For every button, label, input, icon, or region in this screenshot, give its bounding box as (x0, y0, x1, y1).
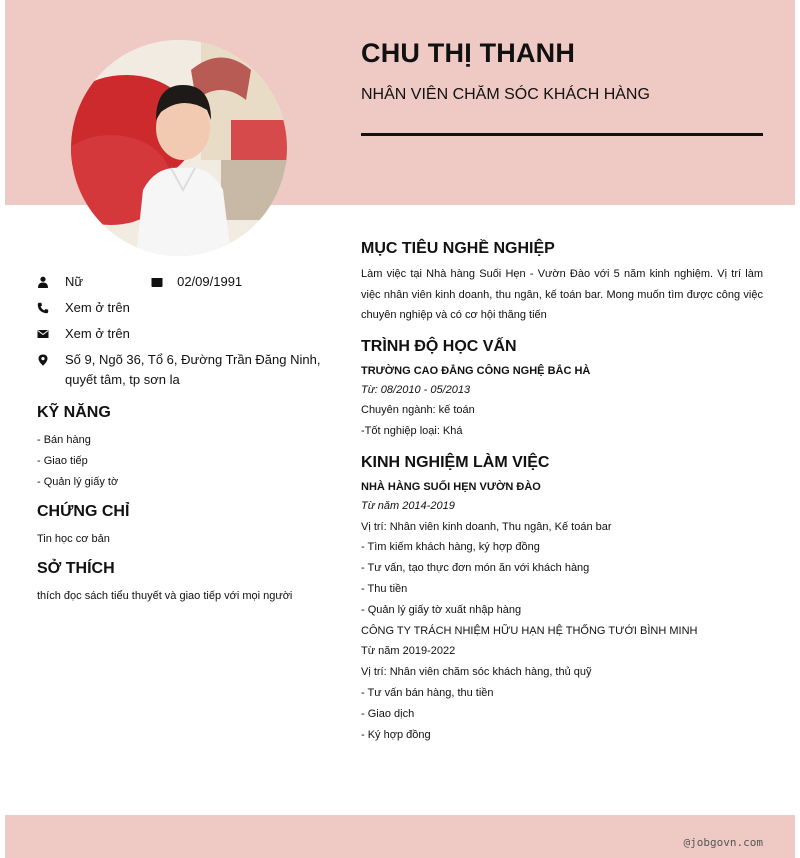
address-row (37, 350, 327, 390)
skill-item: - Giao tiếp (37, 455, 88, 467)
candidate-name: CHU THỊ THANH (361, 38, 576, 68)
skills-title: KỸ NĂNG (37, 404, 111, 421)
education-line: Chuyên ngành: kế toán (361, 404, 475, 417)
experience-line: Từ năm 2019-2022 (361, 645, 456, 658)
hobbies-section (37, 560, 327, 607)
email-row (37, 324, 327, 344)
education-section (361, 338, 763, 442)
objective-title: MỤC TIÊU NGHỀ NGHIỆP (361, 240, 555, 257)
left-column (37, 272, 327, 607)
experience-period: Từ năm 2014-2019 (361, 499, 455, 512)
education-line: -Tốt nghiệp loại: Khá (361, 425, 463, 438)
phone-text: Xem ở trên (65, 300, 130, 315)
objective-text: Làm việc tại Nhà hàng Suối Hẹn - Vườn Đào với 5 năm kinh nghiệm. Vị trí làm việc nhân viên kinh doanh, thu ngân, kế toán bar. Mong muốn tìm được công việc chuyên nghiệp và có cơ hội thăng tiến (361, 268, 763, 321)
experience-line: - Quản lý giấy tờ xuất nhập hàng (361, 603, 522, 616)
profile-photo (71, 40, 287, 256)
dob-text: 02/09/1991 (177, 274, 243, 289)
calendar-icon (151, 276, 163, 288)
experience-line: Vị trí: Nhân viên chăm sóc khách hàng, thủ quỹ (361, 666, 592, 679)
education-period: Từ: 08/2010 - 05/2013 (361, 383, 471, 396)
address-text: Số 9, Ngõ 36, Tổ 6, Đường Trần Đăng Ninh, quyết tâm, tp sơn la (65, 352, 321, 387)
skill-item: - Quản lý giấy tờ (37, 476, 119, 488)
certificates-title: CHỨNG CHỈ (37, 503, 130, 520)
portrait-photo-icon (71, 40, 287, 256)
gender-text: Nữ (65, 274, 84, 289)
experience-line: - Giao dịch (361, 707, 415, 720)
right-column (361, 240, 763, 757)
user-icon (37, 276, 49, 288)
job-title: NHÂN VIÊN CHĂM SÓC KHÁCH HÀNG (361, 86, 650, 103)
phone-row (37, 298, 327, 318)
footer-band (5, 815, 795, 858)
experience-line: - Tư vấn, tạo thực đơn món ăn với khách hàng (361, 562, 590, 575)
experience-line: CÔNG TY TRÁCH NHIỆM HỮU HẠN HỆ THỐNG TƯỚI BÌNH MINH (361, 624, 698, 637)
phone-icon (37, 302, 49, 314)
location-icon (37, 354, 49, 366)
experience-line: - Thu tiền (361, 583, 408, 596)
certificate-item: Tin học cơ bản (37, 533, 110, 545)
skill-item: - Bán hàng (37, 434, 91, 446)
school-name: TRƯỜNG CAO ĐẲNG CÔNG NGHỆ BẮC HÀ (361, 364, 591, 377)
experience-title: KINH NGHIỆM LÀM VIỆC (361, 453, 550, 471)
experience-section (361, 454, 763, 746)
experience-line: Vị trí: Nhân viên kinh doanh, Thu ngân, Kế toán bar (361, 520, 612, 533)
experience-line: - Ký hợp đồng (361, 728, 431, 741)
footer-brand: @jobgovn.com (683, 836, 763, 849)
email-text: Xem ở trên (65, 326, 130, 341)
email-icon (37, 328, 49, 340)
education-title: TRÌNH ĐỘ HỌC VẤN (361, 337, 517, 355)
experience-line: - Tư vấn bán hàng, thu tiền (361, 687, 494, 700)
title-divider (361, 133, 763, 136)
certificates-section (37, 503, 327, 550)
dob-group (151, 272, 242, 292)
company-name: NHÀ HÀNG SUỐI HẸN VƯỜN ĐÀO (361, 480, 541, 493)
gender-dob-row (37, 272, 327, 292)
skills-section (37, 404, 327, 493)
experience-line: - Tìm kiếm khách hàng, ký hợp đồng (361, 541, 540, 554)
objective-section (361, 240, 763, 326)
hobbies-title: SỞ THÍCH (37, 560, 115, 577)
hobbies-text: thích đọc sách tiểu thuyết và giao tiếp với mọi người (37, 590, 293, 602)
